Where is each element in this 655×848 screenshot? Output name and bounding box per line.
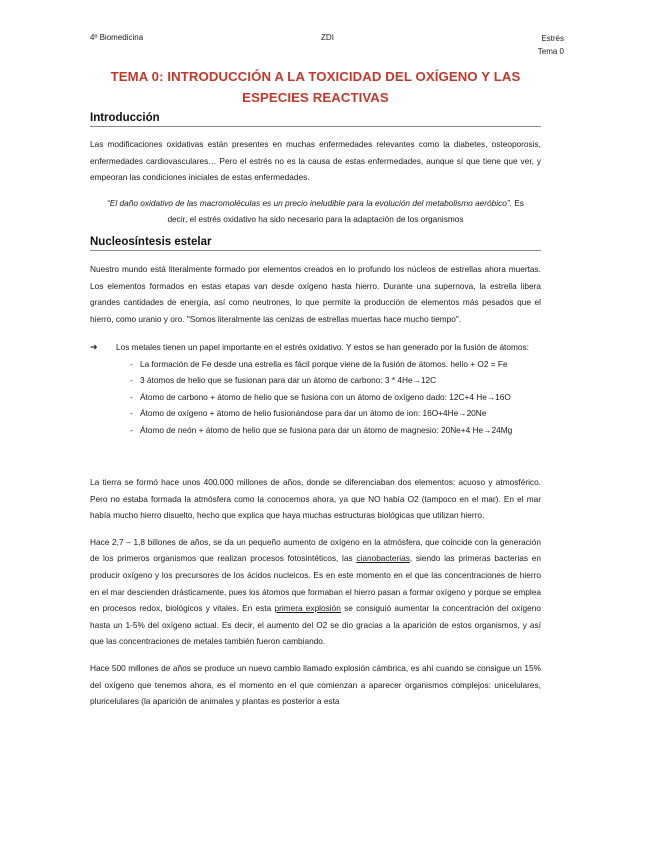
cambrian-paragraph: Hace 500 millones de años se produce un nuevo cambio llamado explosión cámbrica, es ahí cuando se consigue un 15% del oxígeno que tenemos ahora, es el momento en el que comienzan a aparecer organismos complejos: unicelulares, pluricelulares (la aparición de animales y plantas es posterior a esta (90, 662, 541, 707)
nucleosynthesis-heading: Nucleosíntesis estelar (90, 236, 541, 251)
quote-italic: “El daño oxidativo de las macromoléculas es un precio ineludible para la evolución del metabolismo aeróbico”. (107, 197, 512, 208)
paragraph-text: Hace 2,7 – 1,8 billones de años, se da un pequeño aumento de oxígeno en la atmósfera, que coincide con la generación de los primeros organismos que realizan procesos fotosintéticos, las (90, 536, 541, 564)
intro-quote (90, 195, 541, 228)
nucleosynthesis-paragraph: Nuestro mundo está literalmente formado por elementos creados en lo profundo los núcleos de estrellas ahora muertas. Los elementos formados en estas etapas van desde oxígeno hasta hierro. Durante una supernova, la estrella libera grandes cantidades de energía, así como neutrones, lo que permite la producción de elementos más pesados que el hierro, como uranio y oro. "Somos literalmente las cenizas de estrellas muertas hace mucho tiempo". (90, 263, 541, 324)
metals-bullet-text: Los metales tienen un papel importante en el estrés oxidativo. Y estos se han generado por la fusión de átomos: (116, 342, 529, 353)
intro-heading: Introducción (90, 112, 541, 127)
earth-formation-paragraph: La tierra se formó hace unos 400.000 millones de años, donde se diferenciaban dos elementos: acuoso y atmosférico. Pero no estaba formada la atmósfera como la conocemos ahora, ya que NO había O2 (tampoco en el mar). En el mar había mucho hierro disuelto, hecho que explica que haya muchas estructuras biológicas que utilizan hierro. (90, 476, 541, 521)
header-topic-number: Tema 0 (537, 47, 564, 56)
first-explosion-term: primera explosión (274, 603, 341, 614)
intro-paragraph: Las modificaciones oxidativas están presentes en muchas enfermedades relevantes como la diabetes, osteoporosis, enfermedades cardiovasculares… Pero el estrés no es la causa de estas enfermedades, aunque sí que tiene que ver, y empeoran las condiciones iniciales de estas enfermedades. (90, 139, 541, 183)
quote-rest: Es decir, el estrés oxidativo ha sido necesario para la adaptación de los organismos (167, 197, 524, 225)
paragraph-text: se consiguió aumentar la concentración del oxígeno hasta un 1-5% del oxígeno actual. Es decir, el aumento del O2 se dio gracias a la aparición de estos organismos, y así que las concentraciones de metales también fueron cambiando. (90, 603, 542, 647)
header-course: 4º Biomedicina (90, 33, 144, 42)
list-item: - La formación de Fe desde una estrella es fácil porque viene de la fusión de átomos: helio + O2 = Fe (130, 356, 541, 372)
metals-bullet (90, 339, 541, 438)
header-topic (538, 32, 564, 58)
list-item: - Átomo de oxígeno + átomo de helio fusionándose para dar un átomo de ion: 16O+4He→20Ne (130, 405, 541, 421)
document-body (90, 66, 541, 710)
right-arrow-icon: ➔ (90, 342, 98, 353)
title-line-2: ESPECIES REACTIVAS (242, 90, 389, 105)
oxygen-increase-paragraph (90, 534, 541, 650)
fusion-list (116, 356, 541, 438)
page-title (90, 66, 541, 108)
list-item: - Átomo de carbono + átomo de helio que se fusiona con un átomo de oxígeno dado: 12C+4 He→16O (130, 389, 541, 405)
header-topic-name: Estrés (541, 34, 564, 43)
cyanobacteria-term: cianobacterias (356, 553, 410, 564)
list-item: - 3 átomos de helio que se fusionan para dar un átomo de carbono: 3 * 4He→12C (130, 372, 541, 388)
title-line-1: TEMA 0: INTRODUCCIÓN A LA TOXICIDAD DEL OXÍGENO Y LAS (110, 69, 521, 84)
paragraph-text: , siendo las primeras bacterias en producir oxígeno y los precursores de los ácidos nucleicos. Es en este momento en el que las concentraciones de hierro en el mar descienden drásticamente, pues los átomos que formaban el hierro pasan a formar oxígeno y porque se emplea en procesos redox, biológicos y vitales. En esta (90, 553, 541, 614)
header-subject: ZDI (321, 33, 334, 42)
list-item: - Átomo de neón + átomo de helio que se fusiona para dar un átomo de magnesio: 20Ne+4 He→24Mg (130, 422, 541, 438)
